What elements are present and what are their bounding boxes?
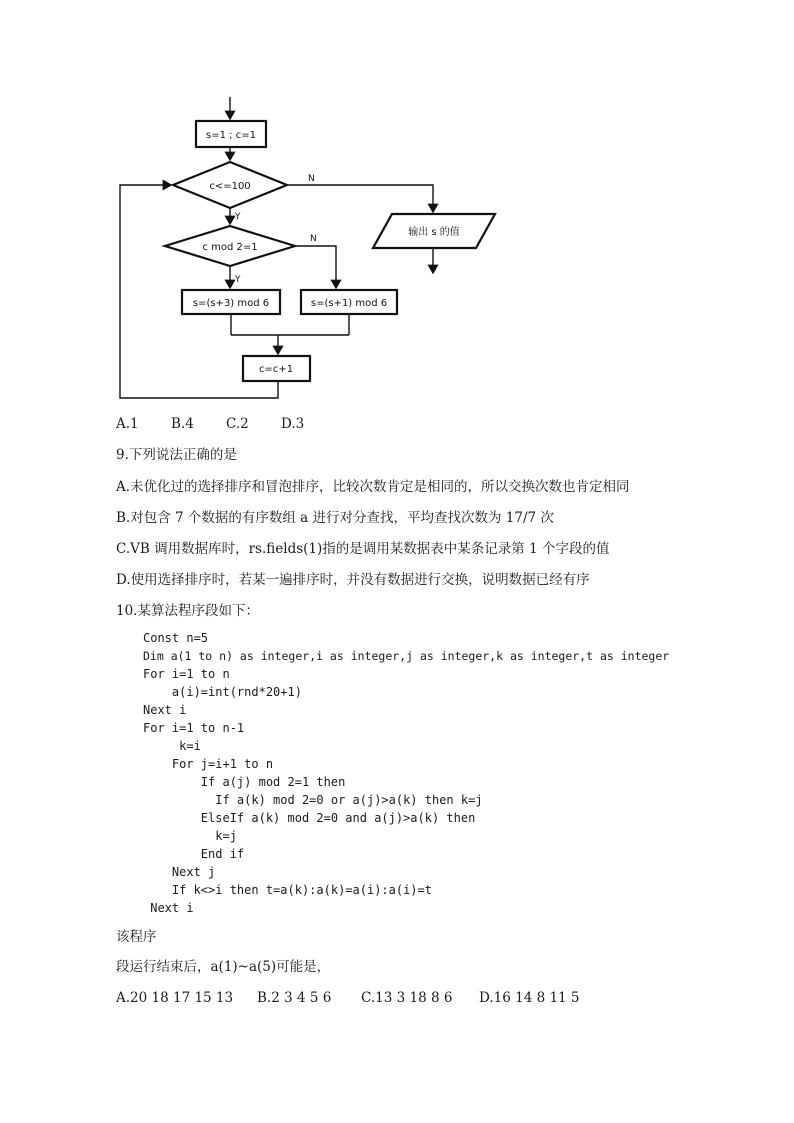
code-line: If a(k) mod 2=0 or a(j)>a(k) then k=j <box>143 793 483 807</box>
code-line: Next i <box>143 901 194 915</box>
q10-option-b: B.2 3 4 5 6 <box>257 990 332 1006</box>
branch-yes-text: s=(s+3) mod 6 <box>192 298 270 309</box>
cond2-text: c mod 2=1 <box>202 242 258 253</box>
q8-option-a: A.1 <box>116 416 139 432</box>
q9-title: 9.下列说法正确的是 <box>116 447 237 463</box>
code-line: For j=i+1 to n <box>143 757 274 771</box>
q8-option-c: C.2 <box>226 416 249 432</box>
q9-option-b: B.对包含 7 个数据的有序数组 a 进行对分查找，平均查找次数为 17/7 次 <box>116 510 554 526</box>
code-line: End if <box>143 847 245 861</box>
q8-options <box>116 415 304 433</box>
init-text: s=1 ; c=1 <box>206 130 256 141</box>
cond1-text: c<=100 <box>209 181 251 192</box>
q10-option-a: A.20 18 17 15 13 <box>116 990 234 1006</box>
code-line: ElseIf a(k) mod 2=0 and a(j)>a(k) then <box>143 811 476 825</box>
code-line: Next i <box>143 703 187 717</box>
increment-text: c=c+1 <box>258 364 294 375</box>
branch-no-text: s=(s+1) mod 6 <box>310 298 388 309</box>
q10-option-d: D.16 14 8 11 5 <box>479 990 580 1006</box>
code-line: For i=1 to n-1 <box>143 721 245 735</box>
code-line: a(i)=int(rnd*20+1) <box>143 685 302 699</box>
code-line: If k<>i then t=a(k):a(k)=a(i):a(i)=t <box>143 883 432 897</box>
q8-option-b: B.4 <box>171 416 194 432</box>
q10-options <box>116 989 580 1007</box>
q9-option-d: D.使用选择排序时，若某一遍排序时，并没有数据进行交换，说明数据已经有序 <box>116 572 590 588</box>
q10-title: 10.某算法程序段如下： <box>116 603 259 619</box>
flowchart <box>0 0 520 410</box>
code-line: k=j <box>143 829 237 843</box>
code-line: Dim a(1 to n) as integer,i as integer,j as integer,k as integer,t as integer <box>143 649 670 663</box>
q10-after-1: 该程序 <box>116 929 157 945</box>
cond1-yes-label: Y <box>235 212 241 222</box>
q9-option-a: A.未优化过的选择排序和冒泡排序，比较次数肯定是相同的，所以交换次数也肯定相同 <box>116 479 630 495</box>
q10-after-2: 段运行结束后，a(1)~a(5)可能是， <box>116 959 331 975</box>
code-line: Next j <box>143 865 216 879</box>
code-line: For i=1 to n <box>143 667 230 681</box>
cond1-no-label: N <box>308 174 315 184</box>
code-line: k=i <box>143 739 201 753</box>
q8-option-d: D.3 <box>281 416 305 432</box>
q10-option-c: C.13 3 18 8 6 <box>361 990 453 1006</box>
output-text: 输出 s 的值 <box>408 227 460 238</box>
code-line: If a(j) mod 2=1 then <box>143 775 346 789</box>
q9-option-c: C.VB 调用数据库时，rs.fields(1)指的是调用某数据表中某条记录第 1 个字段的值 <box>116 541 610 557</box>
cond2-yes-label: Y <box>235 275 241 285</box>
code-line: Const n=5 <box>143 631 209 645</box>
cond2-no-label: N <box>310 234 317 244</box>
